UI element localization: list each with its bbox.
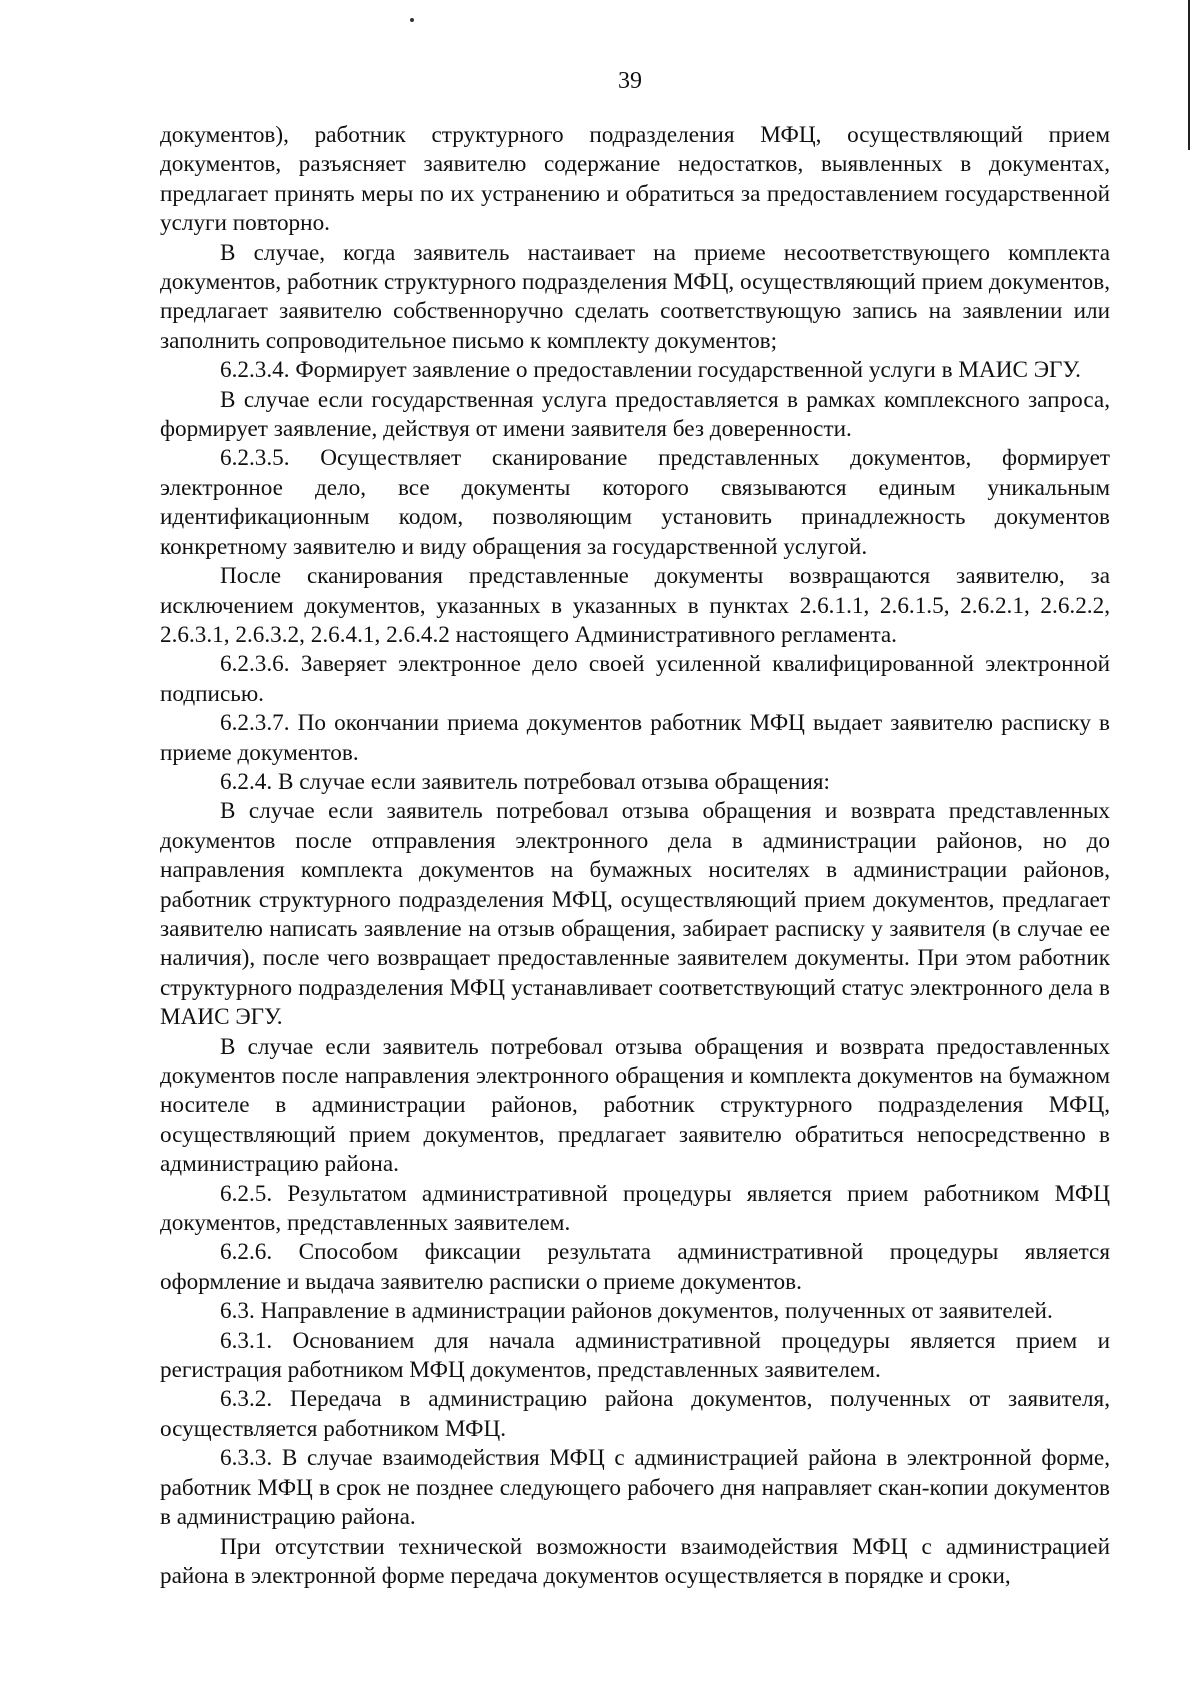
paragraph-6-2-3-6: 6.2.3.6. Заверяет электронное дело своей усиленной квалифицированной электронной подписью.: [160, 651, 1110, 707]
paragraph-6-3-1: 6.3.1. Основанием для начала административной процедуры является прием и регистрация работником МФЦ документов, представленных заявителем.: [160, 1327, 1110, 1384]
page-number: 39: [618, 68, 642, 94]
paragraph-6-3-3: 6.3.3. В случае взаимодействия МФЦ с администрацией района в электронной форме, работник МФЦ в срок не позднее следующего рабочего дня направляет скан-копии документов в администрацию района.: [160, 1445, 1110, 1531]
paragraph-6-2-3-5: 6.2.3.5. Осуществляет сканирование представленных документов, формирует электронное дело, все документы которого связываются единым уникальным идентификационным кодом, позволяющим установить принадлежность документов конкретному заявителю и виду обращения за государственной услугой.: [160, 445, 1110, 560]
paragraph: В случае если заявитель потребовал отзыва обращения и возврата предоставленных документов после направления электронного обращения и комплекта документов на бумажном носителе в администрации районов, работник структурного подразделения МФЦ, осуществляющий прием документов, предлагает заявителю обратиться непосредственно в администрацию района.: [160, 1033, 1110, 1178]
paragraph: В случае, когда заявитель настаивает на приеме несоответствующего комплекта документов, работник структурного подразделения МФЦ, осуществляющий прием документов, предлагает заявителю собственноручно сделать соответствующую запись на заявлении или заполнить сопроводительное письмо к комплекту документов;: [160, 239, 1110, 354]
paragraph-6-2-3-4: 6.2.3.4. Формирует заявление о предоставлении государственной услуги в МАИС ЭГУ.: [220, 357, 1081, 384]
paragraph-6-2-5: 6.2.5. Результатом административной процедуры является прием работником МФЦ документов, представленных заявителем.: [160, 1180, 1110, 1237]
paragraph-continuation: документов), работник структурного подразделения МФЦ, осуществляющий прием документов, разъясняет заявителю содержание недостатков, выявленных в документах, предлагает принять меры по их устранению и обратиться за предоставлением государственной услуги повторно.: [160, 122, 1110, 237]
paragraph-6-3: 6.3. Направление в администрации районов документов, полученных от заявителей.: [220, 1298, 1053, 1325]
scan-dot-mark: [410, 18, 414, 22]
paragraph: В случае если государственная услуга предоставляется в рамках комплексного запроса, формирует заявление, действуя от имени заявителя без доверенности.: [160, 386, 1110, 443]
document-body: [160, 121, 1110, 1591]
paragraph-6-2-3-7: 6.2.3.7. По окончании приема документов работник МФЦ выдает заявителю расписку в приеме документов.: [160, 710, 1110, 766]
paragraph: При отсутствии технической возможности взаимодействия МФЦ с администрацией района в электронной форме передача документов осуществляется в порядке и сроки,: [160, 1533, 1110, 1589]
paragraph-6-3-2: 6.3.2. Передача в администрацию района документов, полученных от заявителя, осуществляется работником МФЦ.: [160, 1386, 1110, 1442]
paragraph-6-2-4: 6.2.4. В случае если заявитель потребовал отзыва обращения:: [220, 768, 830, 795]
paragraph: В случае если заявитель потребовал отзыва обращения и возврата представленных документов после отправления электронного дела в администрации районов, но до направления комплекта документов на бумажных носителях в администрации районов, работник структурного подразделения МФЦ, осуществляющий прием документов, предлагает заявителю написать заявление на отзыв обращения, забирает расписку у заявителя (в случае ее наличия), после чего возвращает предоставленные заявителем документы. При этом работник структурного подразделения МФЦ устанавливает соответствующий статус электронного дела в МАИС ЭГУ.: [160, 798, 1110, 1031]
paragraph: После сканирования представленные документы возвращаются заявителю, за исключением документов, указанных в указанных в пунктах 2.6.1.1, 2.6.1.5, 2.6.2.1, 2.6.2.2, 2.6.3.1, 2.6.3.2, 2.6.4.1, 2.6.4.2 настоящего Административного регламента.: [160, 563, 1110, 648]
paragraph-6-2-6: 6.2.6. Способом фиксации результата административной процедуры является оформление и выдача заявителю расписки о приеме документов.: [160, 1239, 1110, 1295]
